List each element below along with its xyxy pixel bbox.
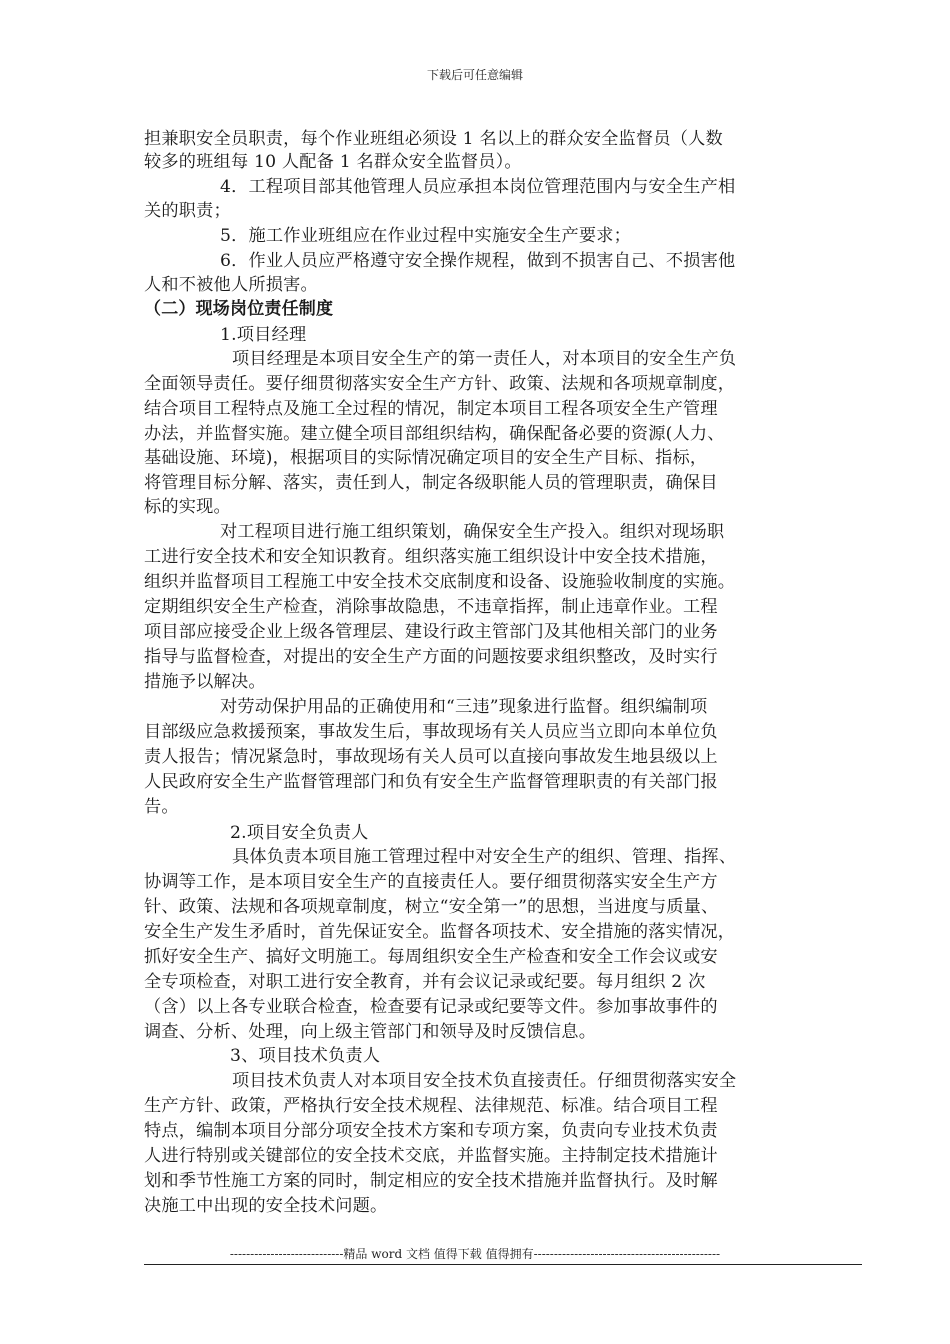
body-line: 安全生产发生矛盾时，首先保证安全。监督各项技术、安全措施的落实情况， [144,922,736,942]
body-line: 项目部应接受企业上级各管理层、建设行政主管部门及其他相关部门的业务 [144,622,718,642]
body-line: 特点，编制本项目分部分项安全技术方案和专项方案，负责向专业技术负责 [144,1121,718,1141]
body-line: 全面领导责任。要仔细贯彻落实安全生产方针、政策、法规和各项规章制度， [144,374,736,394]
body-line: 抓好安全生产、搞好文明施工。每周组织安全生产检查和安全工作会议或安 [144,947,718,967]
body-line: 基础设施、环境)，根据项目的实际情况确定项目的安全生产目标、指标， [144,448,708,468]
body-line: 工进行安全技术和安全知识教育。组织落实施工组织设计中安全技术措施， [144,547,718,567]
body-line: 人进行特别或关键部位的安全技术交底，并监督实施。主持制定技术措施计 [144,1146,718,1166]
body-line: 项目经理是本项目安全生产的第一责任人，对本项目的安全生产负 [232,349,737,369]
body-line: 指导与监督检查，对提出的安全生产方面的问题按要求组织整改，及时实行 [144,647,718,667]
body-line: 生产方针、政策，严格执行安全技术规程、法律规范、标准。结合项目工程 [144,1096,718,1116]
body-line: 6．作业人员应严格遵守安全操作规程，做到不损害自己、不损害他 [220,251,736,271]
body-line: 标的实现。 [144,497,231,517]
page-footer: ----------------------------精品 word 文档 值得下载 值得拥有---------------------------------------------- [229,1247,721,1261]
body-line: 目部级应急救援预案，事故发生后，事故现场有关人员应当立即向本单位负 [144,722,718,742]
body-line: 全专项检查，对职工进行安全教育，并有会议记录或纪要。每月组织 2 次 [144,972,706,992]
subsection-title: 1.项目经理 [220,325,307,345]
body-line: 担兼职安全员职责，每个作业班组必须设 1 名以上的群众安全监督员（人数 [144,129,723,149]
body-line: 4．工程项目部其他管理人员应承担本岗位管理范围内与安全生产相 [220,177,736,197]
body-line: 将管理目标分解、落实，责任到人，制定各级职能人员的管理职责，确保目 [144,473,718,493]
body-line: 具体负责本项目施工管理过程中对安全生产的组织、管理、指挥、 [232,847,737,867]
body-line: 对劳动保护用品的正确使用和“三违”现象进行监督。组织编制项 [220,697,708,717]
subsection-title: 3、项目技术负责人 [230,1046,381,1066]
body-line: 项目技术负责人对本项目安全技术负直接责任。仔细贯彻落实安全 [232,1071,737,1091]
body-line: 5．施工作业班组应在作业过程中实施安全生产要求； [220,226,632,246]
body-line: 办法，并监督实施。建立健全项目部组织结构，确保配备必要的资源(人力、 [144,424,725,444]
body-line: 决施工中出现的安全技术问题。 [144,1196,388,1216]
body-line: 关的职责； [144,201,231,221]
body-line: 告。 [144,797,179,817]
footer-divider [144,1264,862,1265]
body-line: 人民政府安全生产监督管理部门和负有安全生产监督管理职责的有关部门报 [144,772,718,792]
body-line: 协调等工作，是本项目安全生产的直接责任人。要仔细贯彻落实安全生产方 [144,872,718,892]
page-header: 下载后可任意编辑 [426,68,523,82]
body-line: 措施予以解决。 [144,672,266,692]
subsection-title: 2.项目安全负责人 [230,823,369,843]
body-line: 对工程项目进行施工组织策划，确保安全生产投入。组织对现场职 [220,522,725,542]
body-line: 定期组织安全生产检查，消除事故隐患，不违章指挥，制止违章作业。工程 [144,597,718,617]
body-line: （含）以上各专业联合检查，检查要有记录或纪要等文件。参加事故事件的 [144,997,718,1017]
body-line: 调查、分析、处理，向上级主管部门和领导及时反馈信息。 [144,1022,597,1042]
body-line: 结合项目工程特点及施工全过程的情况，制定本项目工程各项安全生产管理 [144,399,718,419]
body-line: 划和季节性施工方案的同时，制定相应的安全技术措施并监督执行。及时解 [144,1171,718,1191]
body-line: 针、政策、法规和各项规章制度，树立“安全第一”的思想，当进度与质量、 [144,897,719,917]
body-line: 较多的班组每 10 人配备 1 名群众安全监督员）。 [144,152,522,172]
section-heading: （二）现场岗位责任制度 [144,299,334,319]
body-line: 组织并监督项目工程施工中安全技术交底制度和设备、设施验收制度的实施。 [144,572,736,592]
body-line: 责人报告；情况紧急时，事故现场有关人员可以直接向事故发生地县级以上 [144,747,718,767]
body-line: 人和不被他人所损害。 [144,275,318,295]
